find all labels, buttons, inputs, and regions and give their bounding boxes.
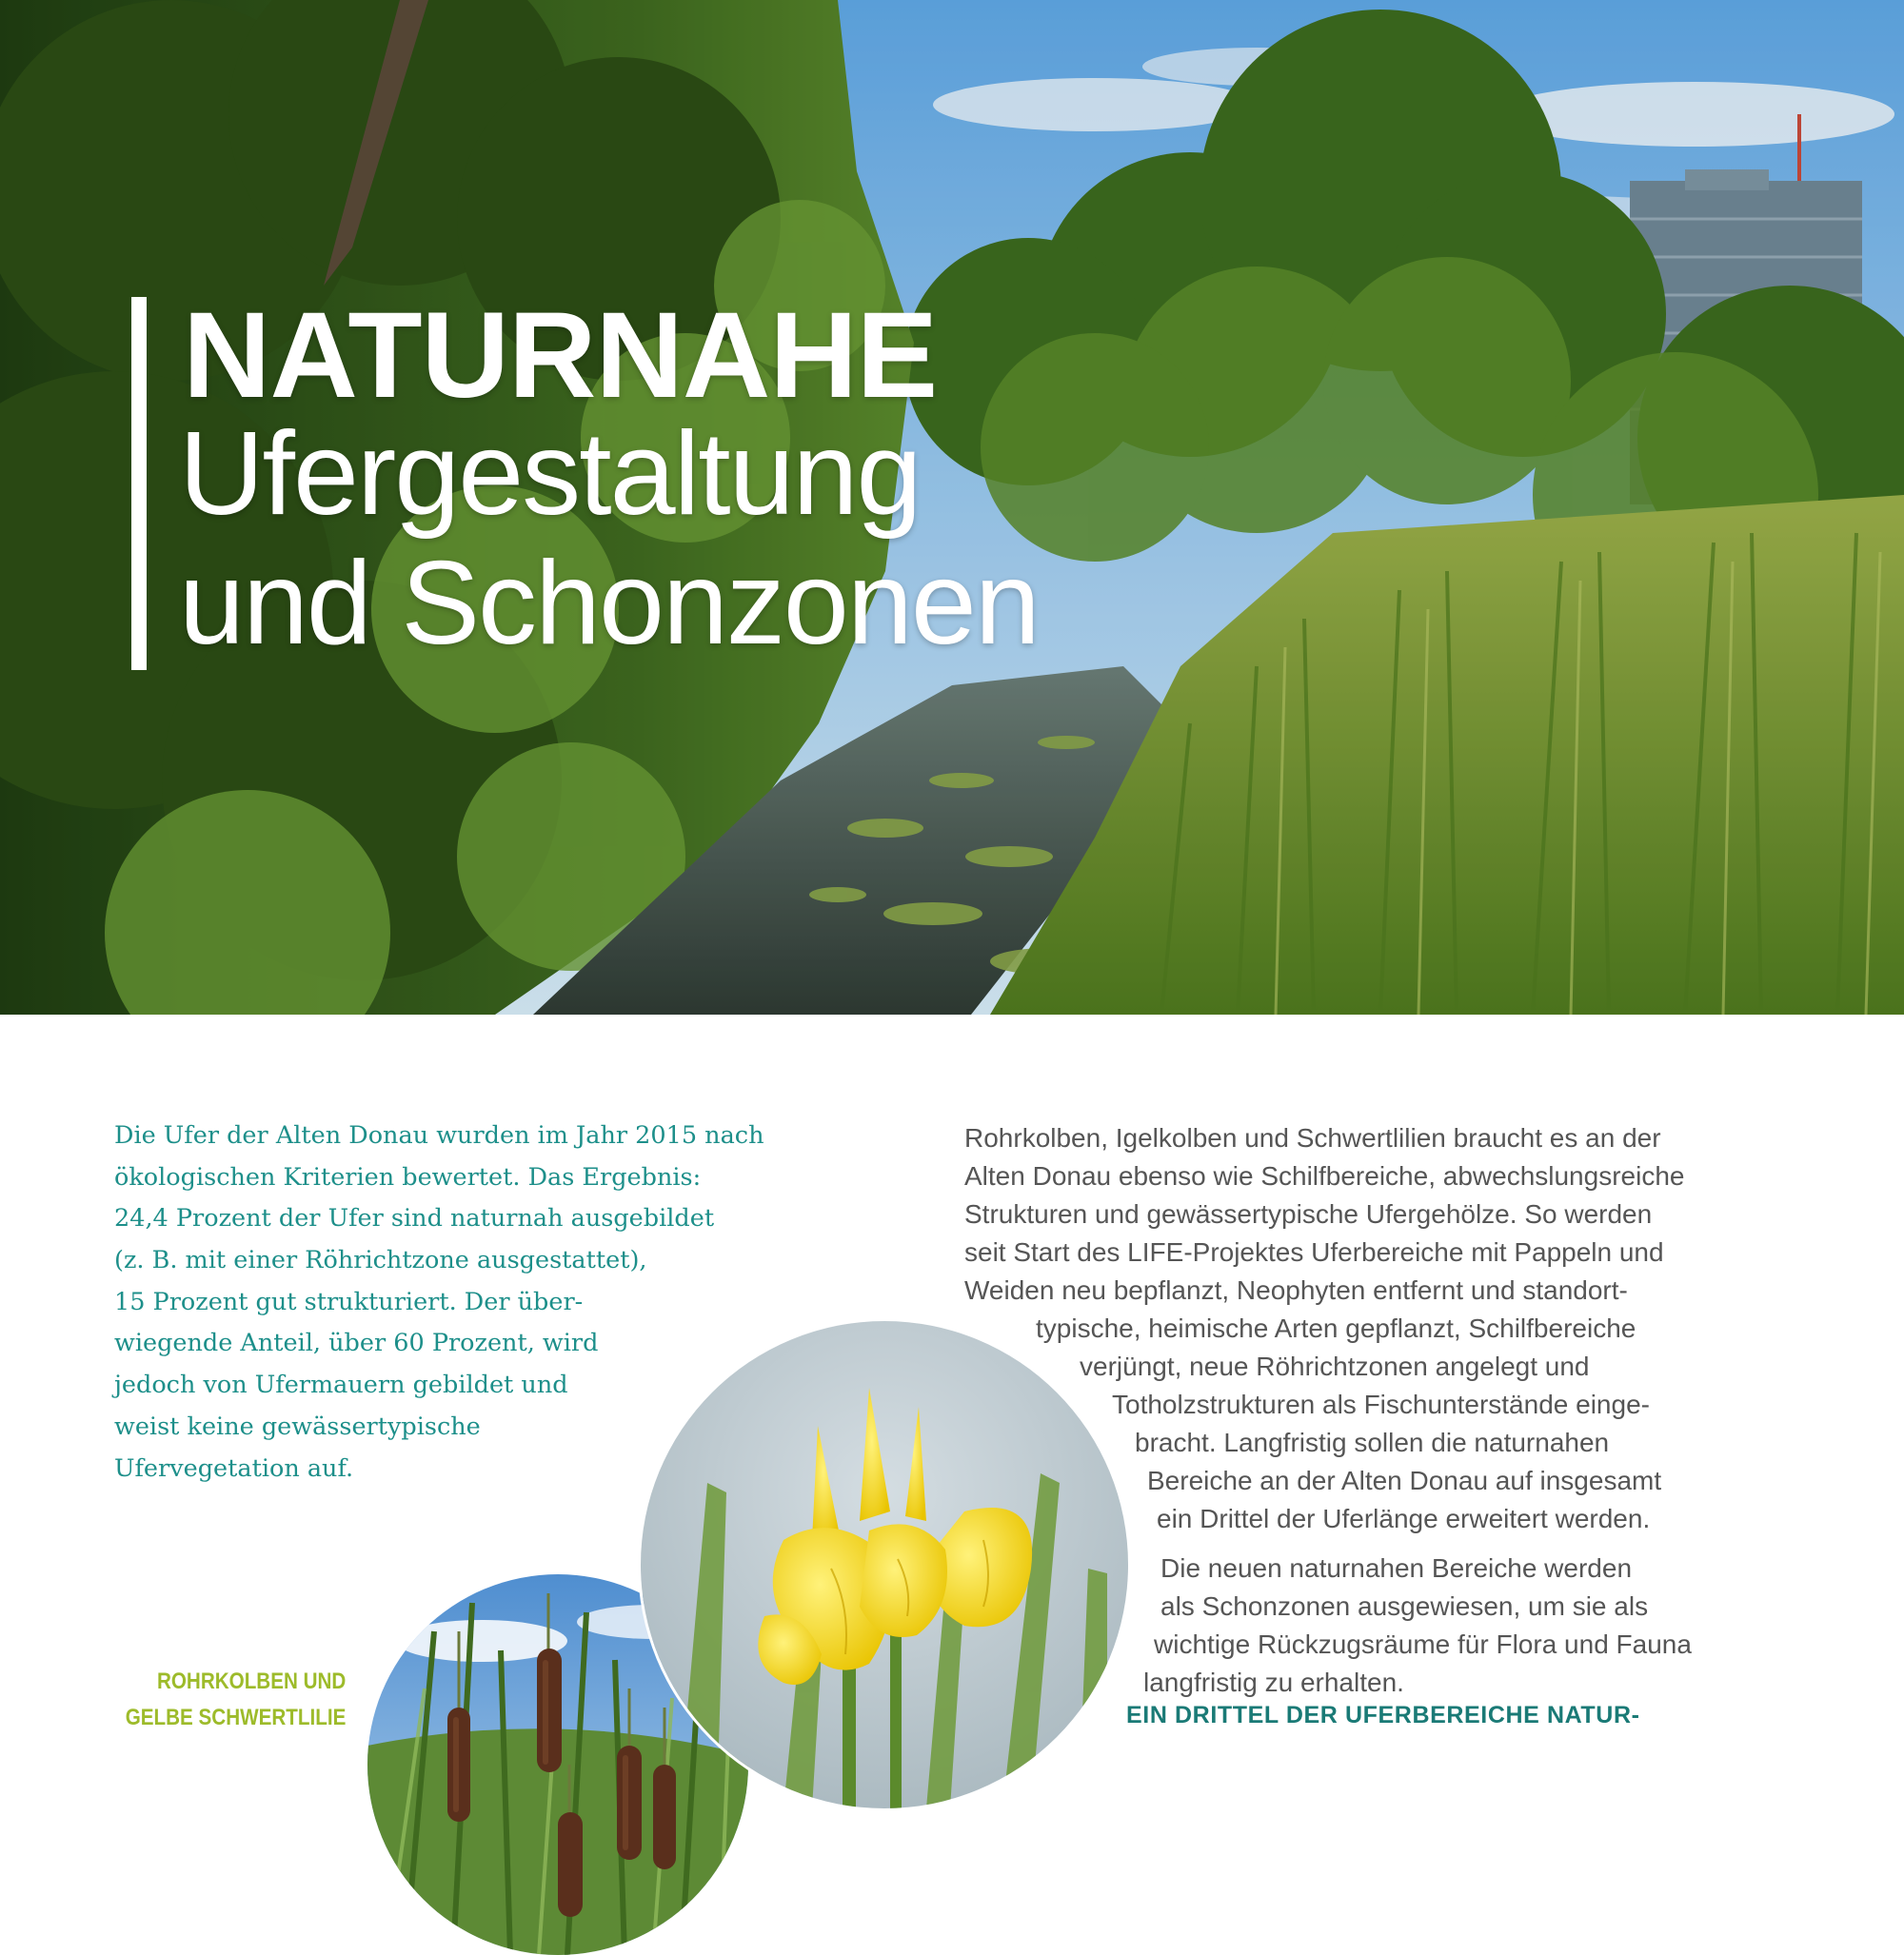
photo-caption (125, 1664, 346, 1736)
body-line: typische, heimische Arten gepflanzt, Schilfbereiche (1036, 1313, 1636, 1343)
intro-line: Ufervegetation auf. (114, 1453, 354, 1483)
intro-line: ökologischen Kriterien bewertet. Das Ergebnis: (114, 1162, 702, 1192)
intro-line: 15 Prozent gut strukturiert. Der über- (114, 1287, 584, 1316)
body-line: Weiden neu bepflanzt, Neophyten entfernt und standort- (964, 1275, 1628, 1305)
intro-line: (z. B. mit einer Röhrichtzone ausgestattet), (114, 1246, 647, 1275)
page-subtitle-line-1: Ufergestaltung (179, 408, 921, 540)
body-line: Totholzstrukturen als Fischunterstände einge- (1112, 1390, 1650, 1419)
yellow-iris-photo (641, 1321, 1128, 1808)
page-subtitle-line-2: und Schonzonen (179, 538, 1039, 669)
page-title: NATURNAHE (183, 287, 938, 424)
yellow-iris-illustration (641, 1321, 1128, 1808)
highlight-heading: EIN DRITTEL DER UFERBEREICHE NATUR- (1126, 1702, 1640, 1728)
intro-line: jedoch von Ufermauern gebildet und (114, 1371, 568, 1400)
body-line: Die neuen naturnahen Bereiche werden (1160, 1553, 1633, 1583)
body-line: langfristig zu erhalten. (1143, 1668, 1404, 1697)
intro-line: Die Ufer der Alten Donau wurden im Jahr 2015 nach (114, 1121, 764, 1150)
body-line: seit Start des LIFE-Projektes Uferbereiche mit Pappeln und (964, 1237, 1664, 1267)
title-accent-bar (131, 297, 147, 670)
body-line: ein Drittel der Uferlänge erweitert werden. (1157, 1504, 1651, 1533)
body-line: Bereiche an der Alten Donau auf insgesamt (1147, 1466, 1662, 1495)
intro-line: 24,4 Prozent der Ufer sind naturnah ausgebildet (114, 1204, 715, 1234)
caption-line: ROHRKOLBEN UND (156, 1669, 346, 1694)
body-line: Alten Donau ebenso wie Schilfbereiche, abwechslungsreiche (964, 1161, 1685, 1191)
body-line: Strukturen und gewässertypische Ufergehölze. So werden (964, 1199, 1653, 1229)
body-line: verjüngt, neue Röhrichtzonen angelegt und (1080, 1352, 1590, 1381)
body-line: wichtige Rückzugsräume für Flora und Fauna (1154, 1629, 1692, 1659)
intro-line: wiegende Anteil, über 60 Prozent, wird (114, 1329, 599, 1358)
body-line: Rohrkolben, Igelkolben und Schwertlilien braucht es an der (964, 1123, 1661, 1153)
body-line: bracht. Langfristig sollen die naturnahen (1135, 1428, 1610, 1457)
caption-line: GELBE SCHWERTLILIE (125, 1705, 346, 1730)
body-line: als Schonzonen ausgewiesen, um sie als (1160, 1591, 1649, 1621)
intro-line: weist keine gewässertypische (114, 1412, 481, 1441)
